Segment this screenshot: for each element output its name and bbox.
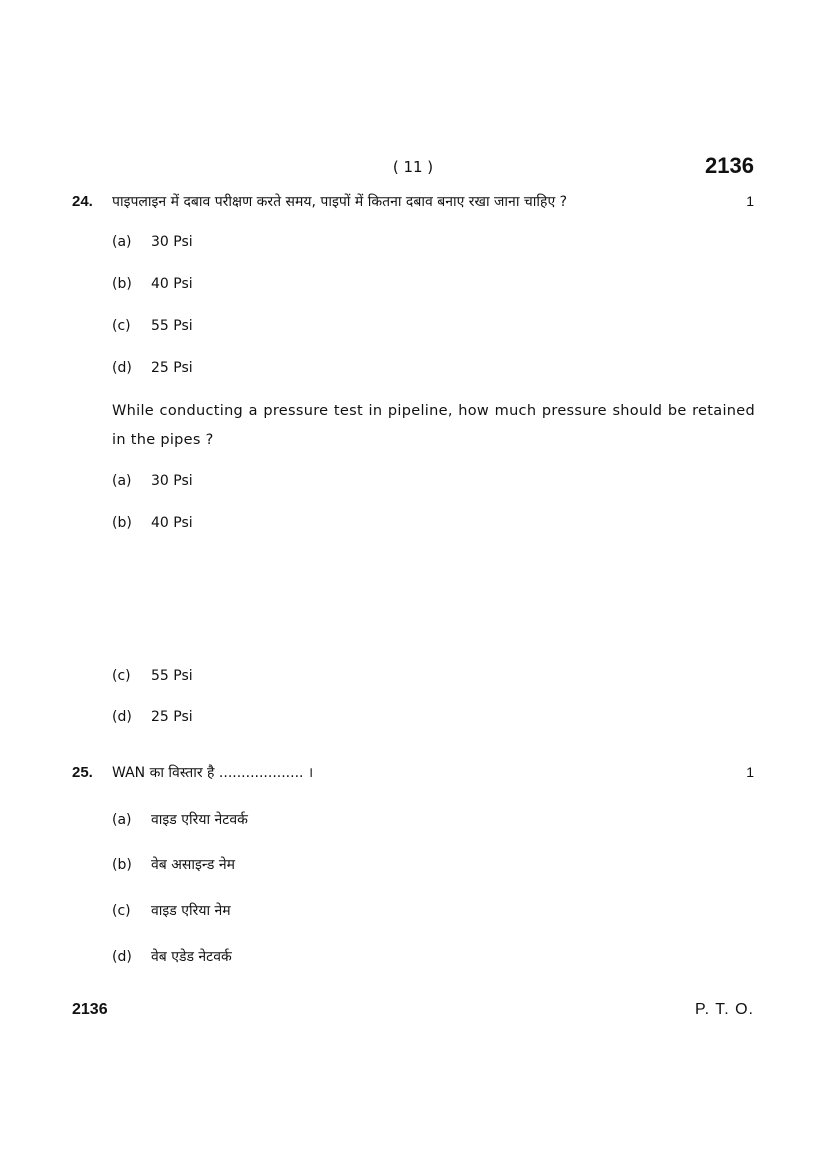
option-label: (c) [112,318,131,334]
question-text-hindi: पाइपलाइन में दबाव परीक्षण करते समय, पाइपों में कितना दबाव बनाए रखा जाना चाहिए ? [112,194,568,210]
option-a-hindi [112,810,248,829]
option-text: वेब एडेड नेटवर्क [151,949,232,965]
option-text: 30 Psi [151,234,193,250]
option-text: वाइड एरिया नेम [151,903,231,919]
option-text: 55 Psi [151,318,193,334]
option-label: (d) [112,360,132,376]
question-text-english: While conducting a pressure test in pipeline, how much pressure should be retained in the pipes ? [112,403,755,448]
option-c-english [112,668,193,684]
question-number: 24. [72,193,93,210]
option-c-hindi [112,318,193,334]
question-number: 25. [72,764,93,781]
option-a-hindi [112,234,193,250]
option-b-hindi [112,276,193,292]
paper-code-footer: 2136 [72,1001,108,1018]
question-text-hindi: WAN का विस्तार है ................... । [112,765,314,781]
option-d-english [112,709,193,725]
option-text: 30 Psi [151,473,193,489]
option-label: (c) [112,668,131,684]
option-label: (a) [112,812,132,828]
option-label: (a) [112,234,132,250]
option-text: 40 Psi [151,276,193,292]
option-text: वेब असाइन्ड नेम [151,857,235,873]
option-text: वाइड एरिया नेटवर्क [151,812,248,828]
please-turn-over: P. T. O. [695,1001,754,1018]
option-a-english [112,473,193,489]
option-b-hindi [112,855,235,874]
option-label: (d) [112,709,132,725]
option-b-english [112,515,193,531]
option-d-hindi [112,947,232,966]
option-d-hindi [112,360,193,376]
option-text: 25 Psi [151,709,193,725]
option-text: 25 Psi [151,360,193,376]
option-text: 55 Psi [151,668,193,684]
paper-code-header: 2136 [705,153,754,178]
option-label: (a) [112,473,132,489]
option-label: (c) [112,903,131,919]
option-label: (b) [112,276,132,292]
option-c-hindi [112,901,231,920]
option-label: (b) [112,515,132,531]
question-marks: 1 [746,193,754,209]
page-number: ( 11 ) [392,158,434,176]
option-label: (b) [112,857,132,873]
option-text: 40 Psi [151,515,193,531]
option-label: (d) [112,949,132,965]
question-marks: 1 [746,764,754,780]
